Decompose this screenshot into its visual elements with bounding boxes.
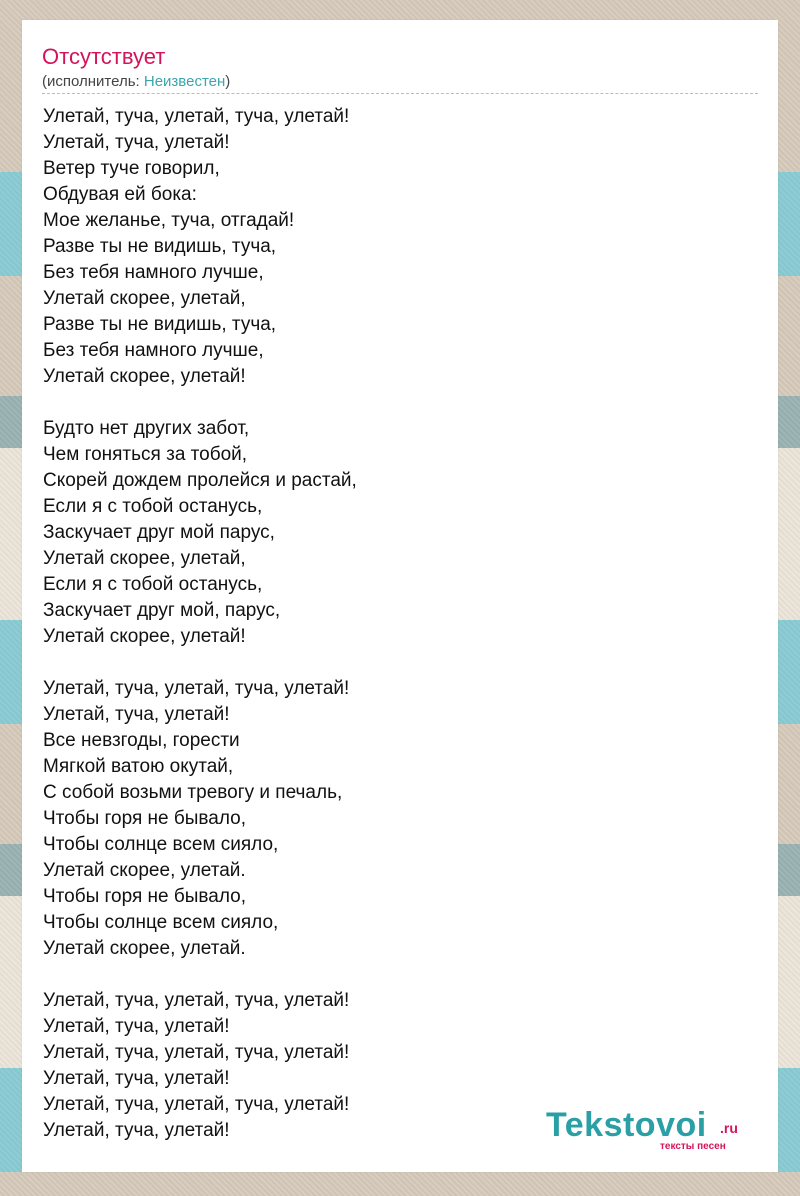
lyric-line: Ветер туче говорил,: [43, 158, 220, 179]
stanza-gap: [43, 962, 743, 988]
lyric-line: Если я с тобой останусь,: [43, 574, 263, 595]
lyric-line: Чтобы горя не бывало,: [43, 808, 247, 829]
lyric-line: Улетай, туча, улетай, туча, улетай!: [43, 678, 350, 699]
lyric-line: Заскучает друг мой, парус,: [43, 600, 281, 621]
logo-domain: .ru: [720, 1120, 738, 1136]
lyric-line: Будто нет других забот,: [43, 418, 250, 439]
lyric-line: Заскучает друг мой парус,: [43, 522, 275, 543]
artist-link[interactable]: Неизвестен: [143, 73, 226, 90]
lyric-line: Разве ты не видишь, туча,: [43, 236, 277, 257]
lyric-line: Улетай скорее, улетай!: [43, 626, 246, 647]
lyric-line: Чтобы солнце всем сияло,: [43, 834, 279, 855]
lyric-line: Улетай, туча, улетай!: [43, 132, 230, 153]
artist-line: [42, 73, 230, 91]
lyric-line: Чтобы горя не бывало,: [43, 886, 247, 907]
lyric-line: Разве ты не видишь, туча,: [43, 314, 277, 335]
lyrics-text: [43, 104, 743, 1144]
background-stripe: [0, 1172, 800, 1196]
artist-prefix: (исполнитель:: [42, 73, 144, 90]
stanza-gap: [43, 390, 743, 416]
lyric-line: Улетай, туча, улетай!: [43, 1120, 230, 1141]
lyrics-card: [22, 20, 778, 1172]
lyric-line: Улетай скорее, улетай.: [43, 938, 246, 959]
header-divider: [42, 93, 758, 94]
lyric-line: Чем гоняться за тобой,: [43, 444, 248, 465]
lyric-line: Улетай скорее, улетай,: [43, 548, 246, 569]
lyric-line: Улетай скорее, улетай,: [43, 288, 246, 309]
lyric-line: Мое желанье, туча, отгадай!: [43, 210, 295, 231]
lyric-line: Улетай, туча, улетай!: [43, 1016, 230, 1037]
lyric-line: Улетай, туча, улетай!: [43, 1068, 230, 1089]
lyric-line: Улетай скорее, улетай!: [43, 366, 246, 387]
lyrics-stanza: [43, 416, 743, 650]
lyric-line: Без тебя намного лучше,: [43, 262, 264, 283]
tekstovoi-logo[interactable]: [546, 1106, 756, 1154]
logo-wordmark: Tekstovoi: [546, 1106, 707, 1144]
lyric-line: Улетай скорее, улетай.: [43, 860, 246, 881]
lyric-line: Чтобы солнце всем сияло,: [43, 912, 279, 933]
lyric-line: Если я с тобой останусь,: [43, 496, 263, 517]
lyric-line: Все невзгоды, горести: [43, 730, 240, 751]
song-title: Отсутствует: [42, 44, 166, 69]
lyrics-stanza: [43, 676, 743, 962]
lyric-line: Обдувая ей бока:: [43, 184, 197, 205]
stanza-gap: [43, 650, 743, 676]
lyric-line: Скорей дождем пролейся и растай,: [43, 470, 357, 491]
lyric-line: Улетай, туча, улетай, туча, улетай!: [43, 1094, 350, 1115]
lyric-line: Улетай, туча, улетай!: [43, 704, 230, 725]
logo-tagline: тексты песен: [660, 1141, 726, 1152]
lyric-line: Улетай, туча, улетай, туча, улетай!: [43, 106, 350, 127]
artist-suffix: ): [225, 73, 231, 90]
lyrics-stanza: [43, 104, 743, 390]
lyric-line: Без тебя намного лучше,: [43, 340, 264, 361]
lyric-line: Улетай, туча, улетай, туча, улетай!: [43, 1042, 350, 1063]
lyric-line: С собой возьми тревогу и печаль,: [43, 782, 343, 803]
lyric-line: Улетай, туча, улетай, туча, улетай!: [43, 990, 350, 1011]
lyric-line: Мягкой ватою окутай,: [43, 756, 234, 777]
